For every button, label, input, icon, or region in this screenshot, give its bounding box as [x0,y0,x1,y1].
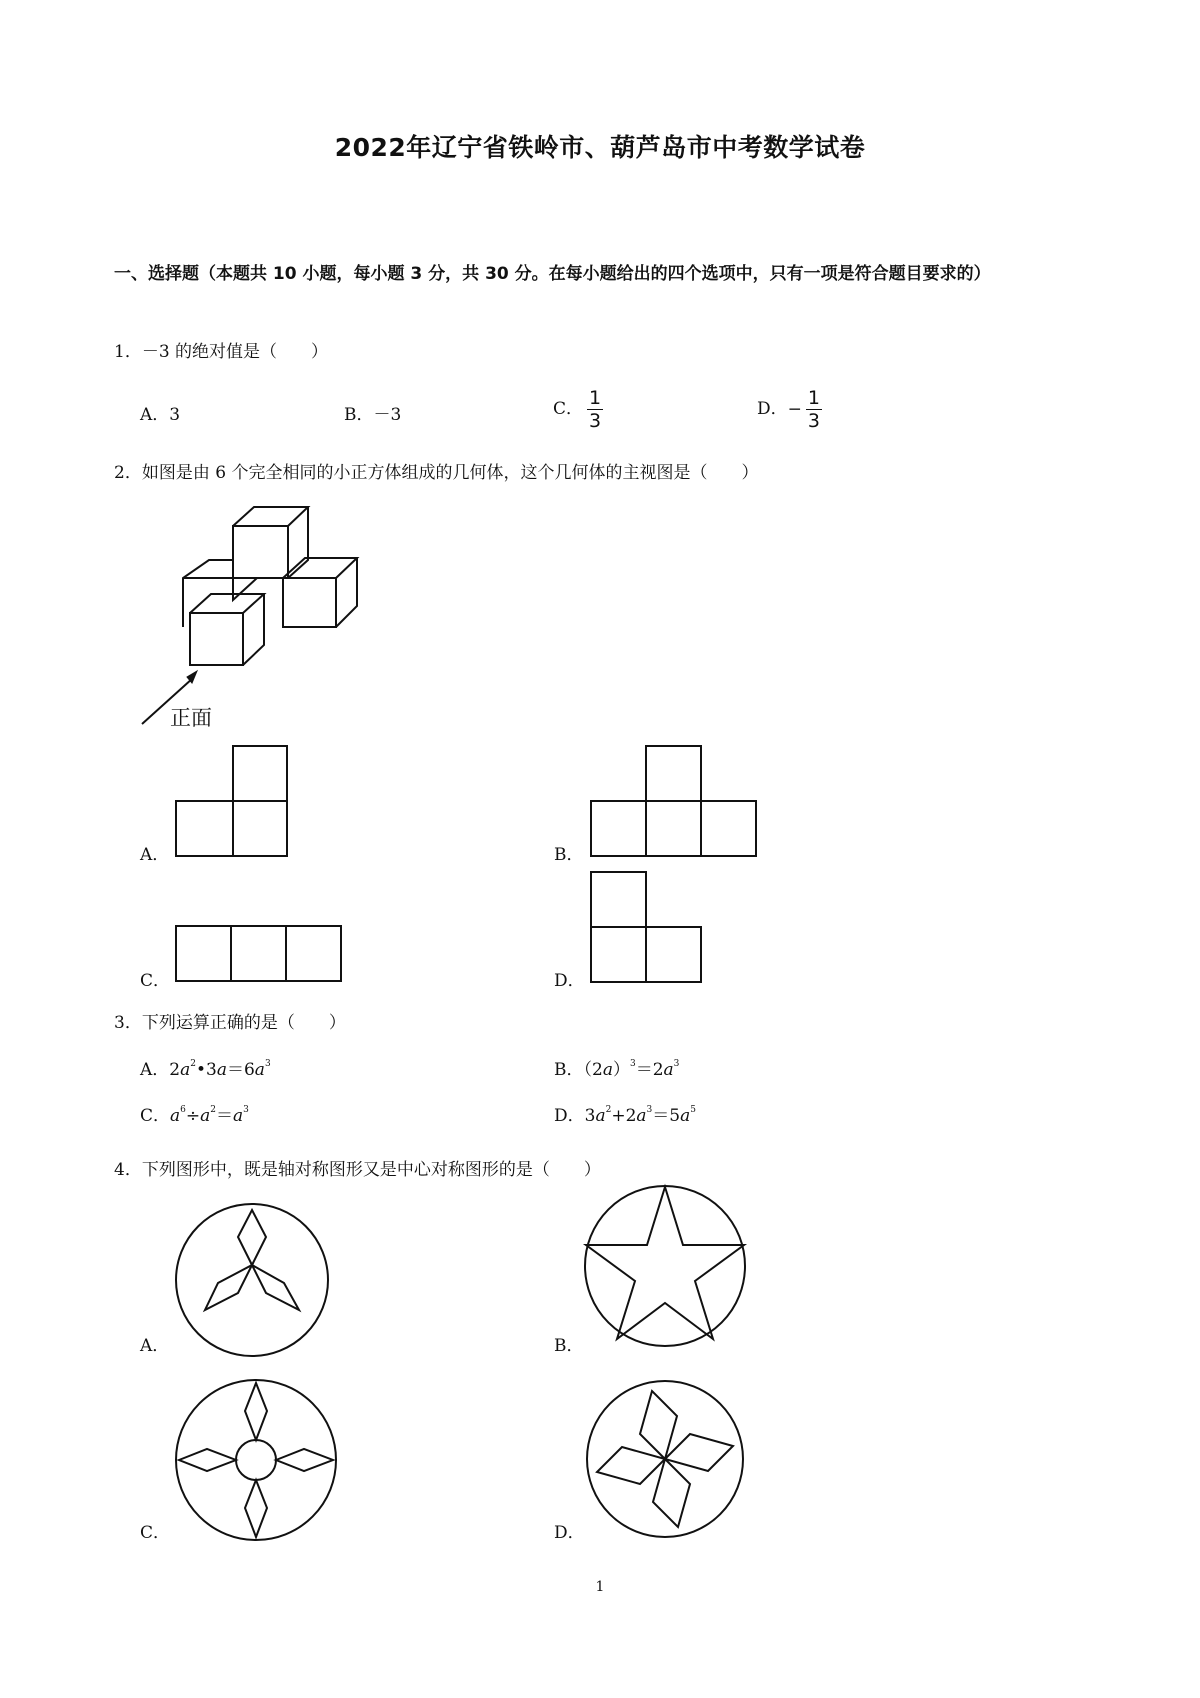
option-label: C． [140,1106,171,1126]
expr-part: ） [612,1060,630,1080]
expr-part: +2 [611,1106,637,1126]
variable: a [595,1106,606,1126]
fraction-denominator: 3 [588,410,602,432]
q1-stem: 1．－3 的绝对值是（ ） [114,342,329,362]
variable: a [254,1060,265,1080]
exponent: 2 [190,1059,196,1069]
expr-part: ÷ [185,1106,201,1126]
exponent: 3 [243,1105,249,1115]
section-heading: 一、选择题（本题共 10 小题，每小题 3 分，共 30 分。在每小题给出的四个选项中，只有一项是符合题目要求的） [114,264,991,284]
q2-option-b-label: B． [554,845,584,865]
fraction-denominator: 3 [807,410,820,432]
q4-option-b-label: B． [554,1336,584,1356]
q2-option-c-label: C． [140,971,171,991]
variable: a [200,1106,211,1126]
variable: a [170,1106,181,1126]
expr-part: ＝5 [652,1106,681,1126]
q4-option-a-label: A． [140,1336,170,1356]
q3-stem: 3．下列运算正确的是（ ） [114,1013,346,1033]
exponent: 2 [605,1105,612,1115]
q2-option-a-label: A． [140,845,170,865]
exponent: 6 [180,1105,186,1115]
q1-option-d-label: D． [757,399,788,419]
variable: a [636,1106,647,1126]
fraction-numerator: 1 [588,387,602,409]
variable: a [180,1060,191,1080]
fraction-numerator: 1 [807,387,820,409]
variable: a [602,1060,613,1080]
q4-option-c-label: C． [140,1523,171,1543]
expr-part: （2 [583,1060,603,1080]
q1-option-b[interactable]: B．－3 [344,405,402,425]
q4-option-d-label: D． [554,1523,585,1543]
expr-part: •3 [195,1060,217,1080]
expr-part: ＝ [216,1106,234,1126]
expr-part: 3 [584,1106,596,1126]
page-title: 2022年辽宁省铁岭市、葫芦岛市中考数学试卷 [334,133,866,162]
option-label: B． [554,1060,584,1080]
exponent: 3 [646,1105,653,1115]
page-number: 1 [595,1579,605,1595]
q2-option-d-label: D． [554,971,585,991]
expr-part: ＝2 [635,1060,664,1080]
variable: a [233,1106,244,1126]
minus-sign: − [787,399,802,420]
exponent: 2 [210,1105,217,1115]
exponent: 3 [673,1059,680,1069]
front-label: 正面 [170,706,212,730]
variable: a [663,1060,674,1080]
option-label: A． [140,1060,170,1080]
exponent: 3 [264,1059,271,1069]
exponent: 3 [629,1059,636,1069]
q1-option-a[interactable]: A．3 [140,405,181,425]
q2-stem: 2．如图是由 6 个完全相同的小正方体组成的几何体，这个几何体的主视图是（ ） [114,463,759,483]
expr-part: ＝6 [226,1060,255,1080]
exponent: 5 [690,1105,696,1115]
variable: a [680,1106,691,1126]
variable: a [216,1060,227,1080]
q4-stem: 4．下列图形中，既是轴对称图形又是中心对称图形的是（ ） [114,1160,601,1180]
q1-option-c-label: C． [553,399,584,419]
expr-part: 2 [169,1060,181,1080]
option-label: D． [554,1106,585,1126]
